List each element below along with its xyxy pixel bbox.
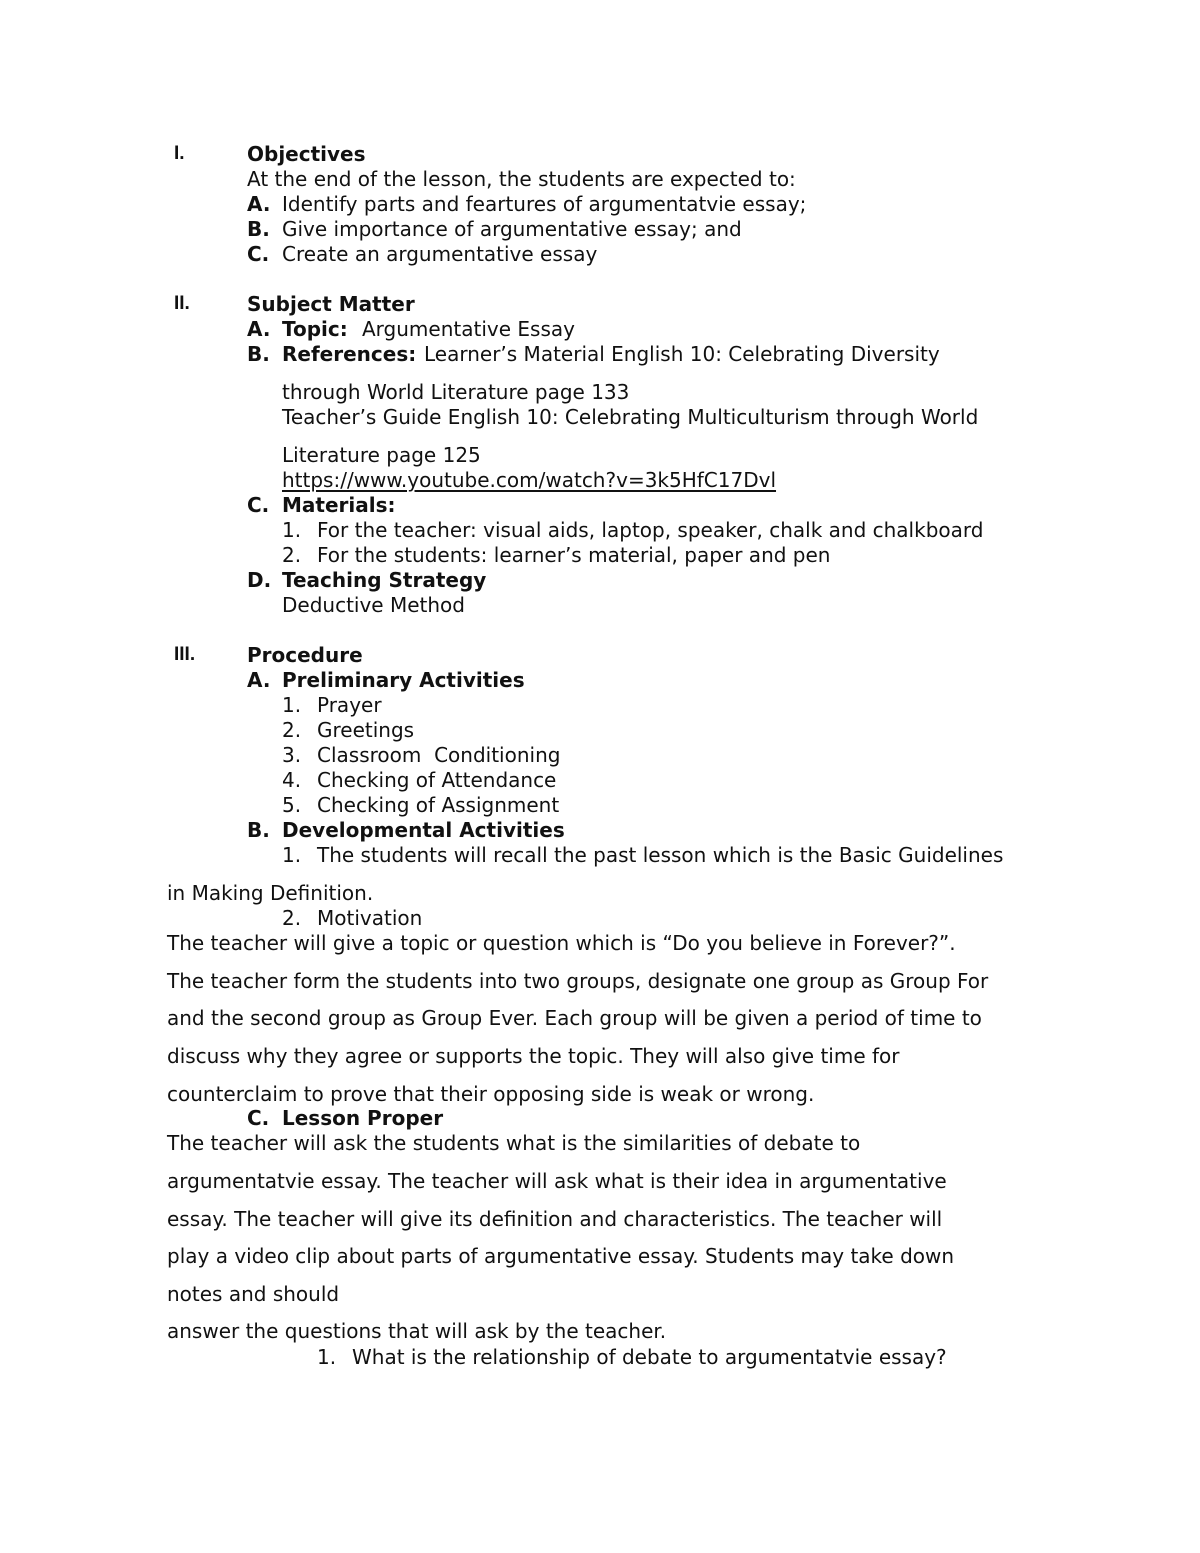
preliminary-item-3-text: Classroom Conditioning (317, 743, 561, 767)
lesson-paragraph-line-4: play a video clip about parts of argumentative essay. Students may take down (167, 1244, 955, 1268)
motivation-paragraph-line-4: discuss why they agree or supports the topic. They will also give time for (167, 1044, 900, 1068)
developmental-item-1-num: 1. (282, 843, 302, 867)
references-line-3: Teacher’s Guide English 10: Celebrating Multiculturism through World (282, 405, 979, 429)
objective-text-c: Create an argumentative essay (282, 242, 598, 266)
lesson-paragraph-line-2: argumentatvie essay. The teacher will ask what is their idea in argumentative (167, 1169, 947, 1193)
developmental-item-2-text: Motivation (317, 906, 423, 930)
preliminary-label: Preliminary Activities (282, 668, 525, 692)
references-youtube-link[interactable]: https://www.youtube.com/watch?v=3k5HfC17Dvl (282, 468, 777, 492)
preliminary-item-1-text: Prayer (317, 693, 382, 717)
objective-letter-c: C. (247, 242, 270, 266)
lesson-paragraph-line-5: notes and should (167, 1282, 340, 1306)
references-line-1: Learner’s Material English 10: Celebrating Diversity (424, 342, 940, 366)
lesson-proper-letter: C. (247, 1106, 270, 1130)
topic-letter: A. (247, 317, 271, 341)
lesson-paragraph-line-3: essay. The teacher will give its definition and characteristics. The teacher will (167, 1207, 943, 1231)
lesson-proper-label: Lesson Proper (282, 1106, 444, 1130)
procedure-numeral: III. (174, 644, 196, 665)
topic-label: Topic: (282, 317, 348, 341)
procedure-heading: Procedure (247, 643, 363, 667)
strategy-label: Teaching Strategy (282, 568, 487, 592)
preliminary-item-2-text: Greetings (317, 718, 415, 742)
objectives-heading: Objectives (247, 142, 366, 166)
subject-matter-heading: Subject Matter (247, 292, 415, 316)
preliminary-item-1-num: 1. (282, 693, 302, 717)
motivation-paragraph-line-3: and the second group as Group Ever. Each group will be given a period of time to (167, 1006, 982, 1030)
developmental-item-2-num: 2. (282, 906, 302, 930)
objectives-intro: At the end of the lesson, the students are expected to: (247, 167, 796, 191)
preliminary-item-2-num: 2. (282, 718, 302, 742)
preliminary-item-5-text: Checking of Assignment (317, 793, 560, 817)
materials-item-1-num: 1. (282, 518, 302, 542)
preliminary-item-4-text: Checking of Attendance (317, 768, 557, 792)
materials-item-2-text: For the students: learner’s material, paper and pen (317, 543, 831, 567)
references-label: References: (282, 342, 417, 366)
references-line-4: Literature page 125 (282, 443, 481, 467)
motivation-paragraph-line-1: The teacher will give a topic or question which is “Do you believe in Forever?”. (167, 931, 956, 955)
strategy-value: Deductive Method (282, 593, 465, 617)
preliminary-letter: A. (247, 668, 271, 692)
preliminary-item-4-num: 4. (282, 768, 302, 792)
developmental-letter: B. (247, 818, 270, 842)
objective-text-b: Give importance of argumentative essay; and (282, 217, 742, 241)
developmental-label: Developmental Activities (282, 818, 565, 842)
topic-value: Argumentative Essay (362, 317, 575, 341)
preliminary-item-5-num: 5. (282, 793, 302, 817)
developmental-item-1-line-2: in Making Definition. (167, 881, 374, 905)
lesson-question-1-num: 1. (317, 1345, 337, 1369)
materials-label: Materials: (282, 493, 396, 517)
objective-letter-a: A. (247, 192, 271, 216)
objective-letter-b: B. (247, 217, 270, 241)
materials-item-2-num: 2. (282, 543, 302, 567)
objective-text-a: Identify parts and feartures of argumentatvie essay; (282, 192, 807, 216)
developmental-item-1-line-1: The students will recall the past lesson which is the Basic Guidelines (317, 843, 1004, 867)
subject-matter-numeral: II. (174, 293, 190, 314)
motivation-paragraph-line-5: counterclaim to prove that their opposing side is weak or wrong. (167, 1082, 815, 1106)
preliminary-item-3-num: 3. (282, 743, 302, 767)
motivation-paragraph-line-2: The teacher form the students into two groups, designate one group as Group For (167, 969, 989, 993)
references-letter: B. (247, 342, 270, 366)
lesson-question-1-text: What is the relationship of debate to argumentatvie essay? (352, 1345, 947, 1369)
lesson-paragraph-line-1: The teacher will ask the students what is the similarities of debate to (167, 1131, 861, 1155)
objectives-numeral: I. (174, 143, 185, 164)
strategy-letter: D. (247, 568, 272, 592)
references-line-2: through World Literature page 133 (282, 380, 630, 404)
lesson-paragraph-line-6: answer the questions that will ask by the teacher. (167, 1319, 667, 1343)
materials-letter: C. (247, 493, 270, 517)
materials-item-1-text: For the teacher: visual aids, laptop, speaker, chalk and chalkboard (317, 518, 984, 542)
